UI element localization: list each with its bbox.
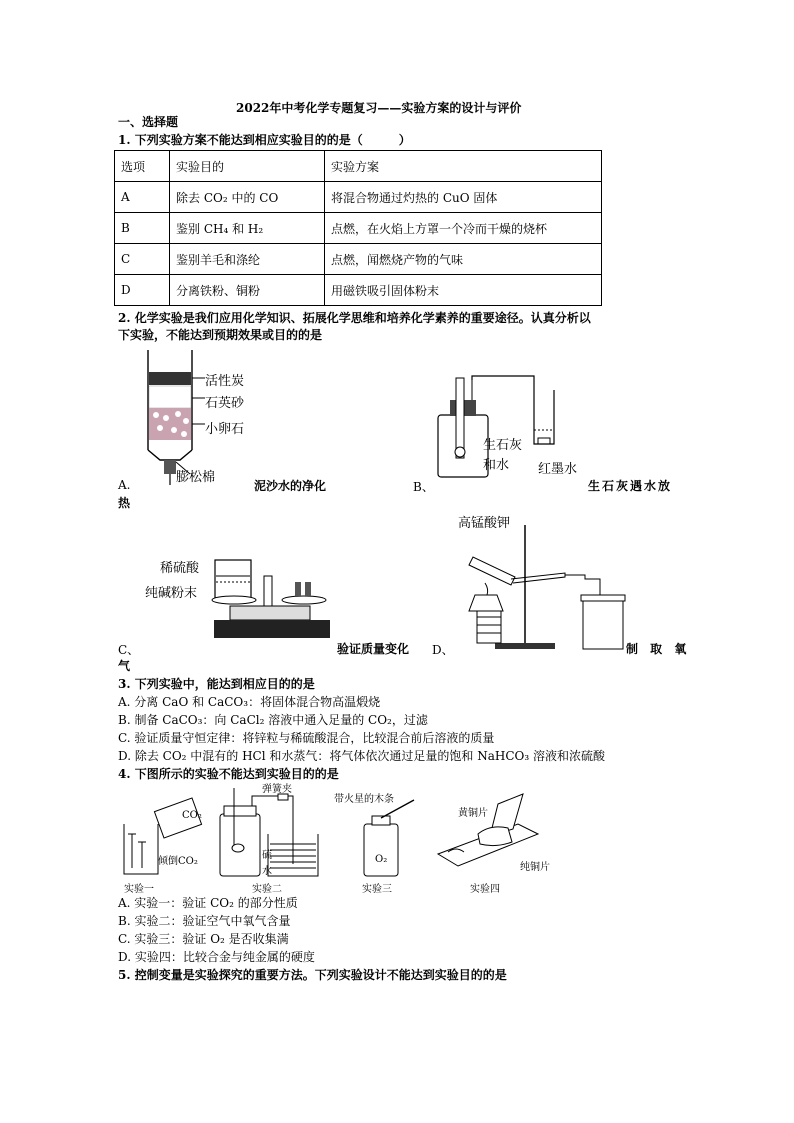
label-quicklime: 生石灰 <box>483 438 523 453</box>
balance-figure <box>200 540 350 650</box>
label-glowing-splint: 带火星的木条 <box>334 794 394 805</box>
q4-option-a: A. 实验一：验证 CO₂ 的部分性质 <box>118 896 298 910</box>
q1-stem: 1. 下列实验方案不能达到相应实验目的的是（ ） <box>118 133 411 147</box>
q2-option-a-caption: 泥沙水的净化 <box>254 479 327 493</box>
table-cell: B <box>115 213 170 244</box>
q3-option-a: A. 分离 CaO 和 CaCO₃：将固体混合物高温煅烧 <box>118 695 381 709</box>
q2-option-c-caption: 验证质量变化 <box>337 642 410 656</box>
table-cell: 鉴别羊毛和涤纶 <box>170 244 325 275</box>
label-dilute-sulfuric-acid: 稀硫酸 <box>160 561 200 576</box>
q3-option-d: D. 除去 CO₂ 中混有的 HCl 和水蒸气：将气体依次通过足量的饱和 NaHCO₃ 溶液和浓硫酸 <box>118 749 605 763</box>
q1-table <box>114 150 602 306</box>
table-cell: 将混合物通过灼热的 CuO 固体 <box>325 182 602 213</box>
table-header-cell: 选项 <box>115 151 170 182</box>
table-header-cell: 实验目的 <box>170 151 325 182</box>
q3-stem: 3. 下列实验中，能达到相应目的的是 <box>118 677 315 691</box>
table-cell: 除去 CO₂ 中的 CO <box>170 182 325 213</box>
q4-option-d: D. 实验四：比较合金与纯金属的硬度 <box>118 950 315 964</box>
caption-exp1: 实验一 <box>124 884 154 895</box>
table-cell: 鉴别 CH₄ 和 H₂ <box>170 213 325 244</box>
label-brass: 黄铜片 <box>458 808 488 819</box>
label-red-ink: 红墨水 <box>538 462 578 477</box>
q4-stem: 4. 下图所示的实验不能达到实验目的的是 <box>118 767 339 781</box>
label-and-water: 和水 <box>483 458 510 473</box>
label-pure-copper: 纯铜片 <box>520 862 550 873</box>
label-soda-ash: 纯碱粉末 <box>145 586 198 601</box>
q4-option-c: C. 实验三：验证 O₂ 是否收集满 <box>118 932 289 946</box>
q2-stem-line2: 下实验，不能达到预期效果或目的的是 <box>118 328 323 342</box>
table-cell: 分离铁粉、铜粉 <box>170 275 325 306</box>
label-o2: O₂ <box>375 854 388 865</box>
table-row <box>115 275 602 306</box>
q3-option-b: B. 制备 CaCO₃：向 CaCl₂ 溶液中通入足量的 CO₂，过滤 <box>118 713 428 727</box>
table-cell: 点燃，在火焰上方罩一个冷而干燥的烧杯 <box>325 213 602 244</box>
table-row <box>115 213 602 244</box>
q5-stem: 5. 控制变量是实验探究的重要方法。下列实验设计不能达到实验目的的是 <box>118 968 507 982</box>
q4-figures <box>118 784 698 884</box>
table-cell: 用磁铁吸引固体粉末 <box>325 275 602 306</box>
q4-option-b: B. 实验二：验证空气中氧气含量 <box>118 914 291 928</box>
page-title: 2022年中考化学专题复习——实验方案的设计与评价 <box>236 101 522 115</box>
label-spring-clamp: 弹簧夹 <box>262 784 292 795</box>
q2-option-d-letter: D、 <box>432 643 454 657</box>
q2-option-a-letter: A. <box>118 478 131 492</box>
q2-option-b-letter: B、 <box>413 480 434 494</box>
table-cell: 点燃，闻燃烧产物的气味 <box>325 244 602 275</box>
q2-stem-line1: 2. 化学实验是我们应用化学知识、拓展化学思维和培养化学素养的重要途径。认真分析以 <box>118 311 591 325</box>
q2-option-b-caption-wrap: 热 <box>118 496 131 510</box>
label-quartz-sand: 石英砂 <box>205 396 245 411</box>
q3-option-c: C. 验证质量守恒定律：将锌粒与稀硫酸混合，比较混合前后溶液的质量 <box>118 731 495 745</box>
section-heading: 一、选择题 <box>118 115 179 129</box>
label-sulfur: 硫 <box>262 850 272 861</box>
label-water: 水 <box>262 866 272 877</box>
table-header-row <box>115 151 602 182</box>
label-pour-co2: 倾倒CO₂ <box>158 856 198 867</box>
q2-option-c-letter: C、 <box>118 643 140 657</box>
label-co2-bottle: CO₂ <box>182 810 202 821</box>
table-row <box>115 244 602 275</box>
q2-option-d-caption-wrap: 气 <box>118 659 131 673</box>
caption-exp4: 实验四 <box>470 884 500 895</box>
caption-exp2: 实验二 <box>252 884 282 895</box>
caption-exp3: 实验三 <box>362 884 392 895</box>
table-cell: C <box>115 244 170 275</box>
label-cotton: 膨松棉 <box>176 470 216 485</box>
q2-option-b-caption: 生石灰遇水放 <box>588 479 673 493</box>
table-cell: D <box>115 275 170 306</box>
table-cell: A <box>115 182 170 213</box>
table-header-cell: 实验方案 <box>325 151 602 182</box>
label-activated-carbon: 活性炭 <box>205 374 245 389</box>
kmno4-figure <box>455 525 635 655</box>
label-kmno4: 高锰酸钾 <box>458 516 511 531</box>
label-pebbles: 小卵石 <box>205 422 245 437</box>
table-row <box>115 182 602 213</box>
q2-option-d-caption: 制 取 氧 <box>626 642 691 656</box>
